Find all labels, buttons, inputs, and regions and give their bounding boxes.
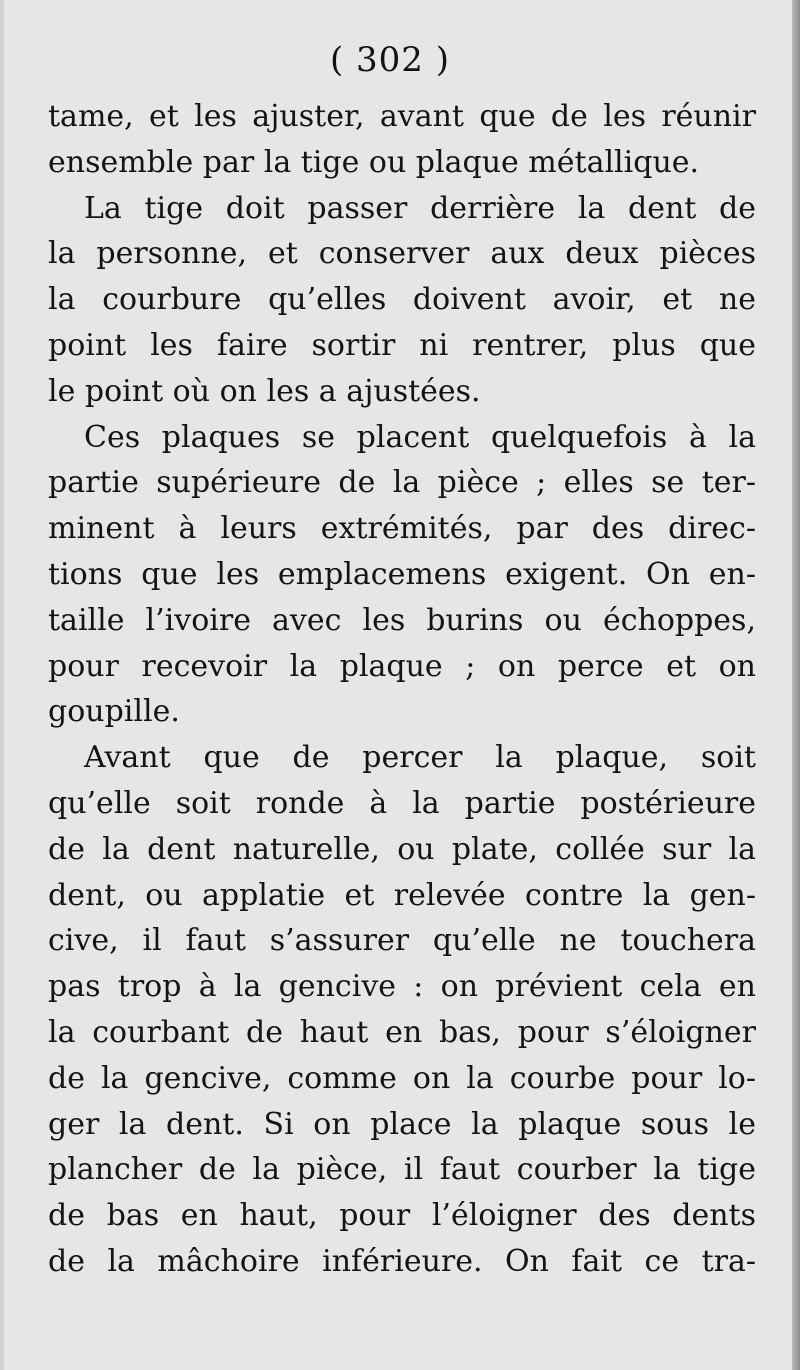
text-line: partie supérieure de la pièce ; elles se ter- [48, 465, 756, 501]
text-line: pas trop à la gencive : on prévient cela en [48, 969, 756, 1005]
text-line: point les faire sortir ni rentrer, plus que [48, 327, 756, 363]
text-line: taille l’ivoire avec les burins ou échoppes, [48, 602, 756, 638]
text-line: le point où on les a ajustées. [48, 373, 481, 409]
text-line: de la mâchoire inférieure. On fait ce tra- [48, 1243, 756, 1279]
text-line: de bas en haut, pour l’éloigner des dents [48, 1198, 756, 1234]
text-line: qu’elle soit ronde à la partie postérieure [48, 785, 756, 821]
text-line: ger la dent. Si on place la plaque sous le [48, 1106, 756, 1142]
text-line: la courbant de haut en bas, pour s’éloigner [48, 1014, 756, 1050]
text-line: Ces plaques se placent quelquefois à la [84, 419, 756, 455]
page-number: ( 302 ) [329, 40, 451, 80]
text-line: la personne, et conserver aux deux pièces [48, 236, 756, 272]
text-line: La tige doit passer derrière la dent de [84, 190, 756, 226]
text-line: la courbure qu’elles doivent avoir, et ne [48, 282, 756, 318]
page-body-text [48, 94, 756, 1285]
text-line: Avant que de percer la plaque, soit [84, 740, 756, 776]
text-line: plancher de la pièce, il faut courber la tige [48, 1152, 756, 1188]
page-edge-left [0, 0, 4, 1370]
page-edge-right [792, 0, 800, 1370]
text-line: minent à leurs extrémités, par des direc- [48, 511, 756, 547]
text-line: tame, et les ajuster, avant que de les réunir [48, 99, 756, 134]
text-line: ensemble par la tige ou plaque métallique. [48, 144, 700, 180]
text-line: goupille. [48, 694, 180, 730]
text-line: cive, il faut s’assurer qu’elle ne touchera [48, 923, 756, 959]
text-line: de la gencive, comme on la courbe pour lo- [48, 1060, 756, 1096]
text-line: dent, ou applatie et relevée contre la gen- [48, 877, 756, 913]
text-line: tions que les emplacemens exigent. On en- [48, 556, 756, 592]
text-line: pour recevoir la plaque ; on perce et on [48, 648, 756, 684]
text-line: de la dent naturelle, ou plate, collée sur la [48, 831, 756, 867]
